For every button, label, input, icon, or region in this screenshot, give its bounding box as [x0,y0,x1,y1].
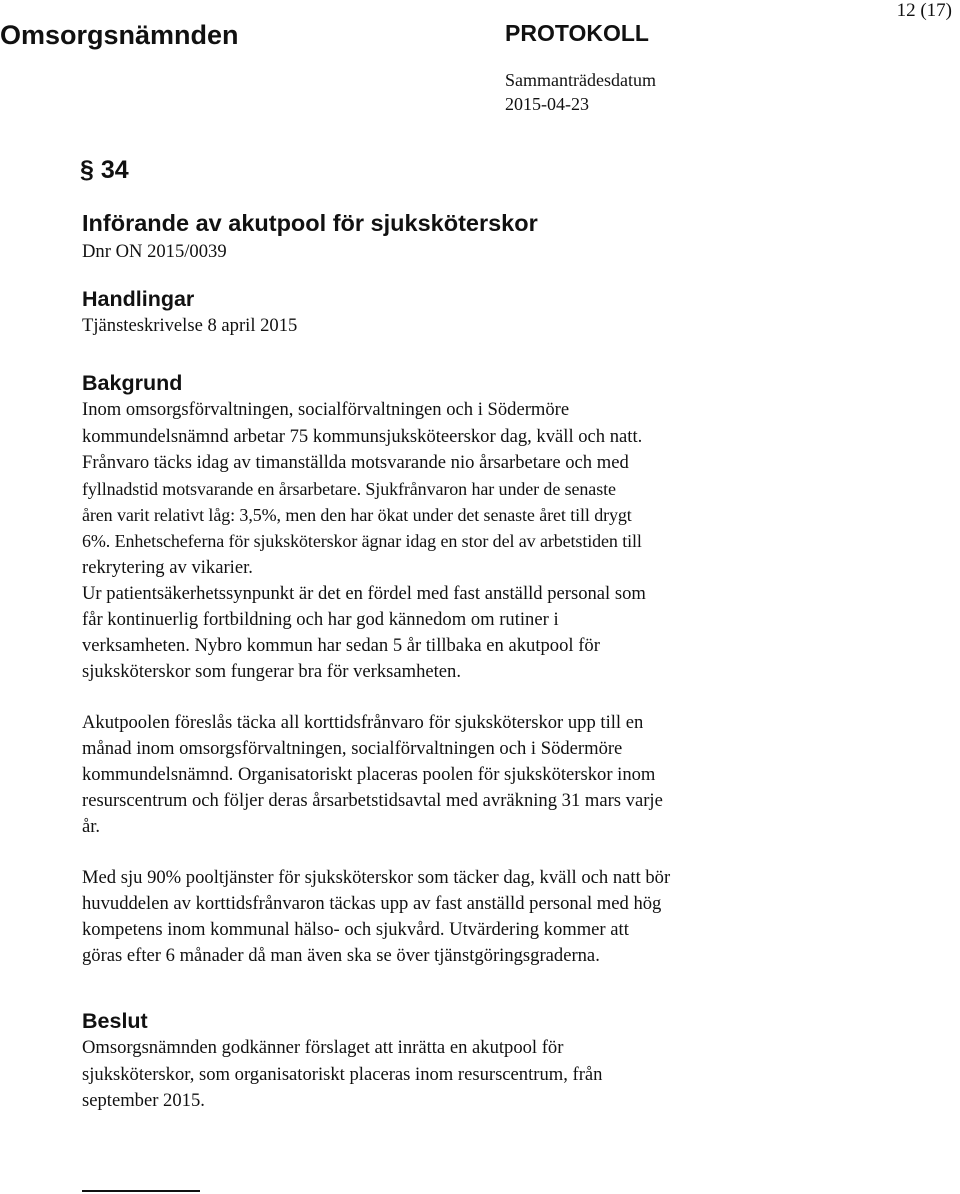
text-line: september 2015. [82,1089,205,1111]
text-line: göras efter 6 månader då man även ska se över tjänstgöringsgraderna. [82,945,600,967]
bakgrund-heading: Bakgrund [82,371,183,396]
beslut-paragraph [82,1035,942,1114]
text-line: kompetens inom kommunal hälso- och sjukvård. Utvärdering kommer att [82,919,629,941]
header-organization: Omsorgsnämnden [0,20,239,50]
text-line: Omsorgsnämnden godkänner förslaget att inrätta en akutpool för [82,1037,564,1059]
text-line: Ur patientsäkerhetssynpunkt är det en fördel med fast anställd personal som [82,582,646,604]
text-line: kommundelsnämnd arbetar 75 kommunsjuksköteerskor dag, kväll och natt. [82,425,643,447]
header-document-type: PROTOKOLL [505,20,649,46]
signature-line [82,1190,200,1192]
diary-number: Dnr ON 2015/0039 [82,241,227,262]
text-line: fyllnadstid motsvarande en årsarbetare. Sjukfrånvaron har under de senaste [82,479,616,500]
text-line: verksamheten. Nybro kommun har sedan 5 år tillbaka en akutpool för [82,635,600,657]
bakgrund-paragraph-2 [82,710,942,841]
text-line: Akutpoolen föreslås täcka all korttidsfrånvaro för sjuksköterskor upp till en [82,711,644,733]
text-line: sjuksköterskor, som organisatoriskt placeras inom resurscentrum, från [82,1063,603,1085]
handlingar-heading: Handlingar [82,287,195,312]
paragraph-number: § 34 [80,156,129,184]
text-line: månad inom omsorgsförvaltningen, socialförvaltningen och i Södermöre [82,737,623,759]
text-line: resurscentrum och följer deras årsarbetstidsavtal med avräkning 31 mars varje [82,790,663,812]
item-title: Införande av akutpool för sjuksköterskor [82,210,538,236]
text-line: Med sju 90% pooltjänster för sjuksköterskor som täcker dag, kväll och natt bör [82,866,671,888]
text-line: sjuksköterskor som fungerar bra för verksamheten. [82,661,461,683]
text-line: 6%. Enhetscheferna för sjuksköterskor ägnar idag en stor del av arbetstiden till [82,531,642,552]
text-line: rekrytering av vikarier. [82,556,253,578]
handlingar-text: Tjänsteskrivelse 8 april 2015 [82,315,298,337]
header-date-label: Sammanträdesdatum [505,70,656,90]
text-line: åren varit relativt låg: 3,5%, men den har ökat under det senaste året till drygt [82,505,632,526]
header-date: 2015-04-23 [505,94,589,114]
bakgrund-paragraph-1 [82,397,942,685]
text-line: år. [82,816,101,838]
text-line: får kontinuerlig fortbildning och har god kännedom om rutiner i [82,609,559,631]
text-line: huvuddelen av korttidsfrånvaron täckas upp av fast anställd personal med hög [82,892,662,914]
bakgrund-paragraph-3 [82,865,942,970]
text-line: Frånvaro täcks idag av timanställda motsvarande nio årsarbetare och med [82,451,629,473]
text-line: Inom omsorgsförvaltningen, socialförvaltningen och i Södermöre [82,399,570,421]
beslut-heading: Beslut [82,1009,148,1034]
document-body [82,208,942,1114]
page-number: 12 (17) [896,0,952,21]
text-line: kommundelsnämnd. Organisatoriskt placeras poolen för sjuksköterskor inom [82,764,656,786]
